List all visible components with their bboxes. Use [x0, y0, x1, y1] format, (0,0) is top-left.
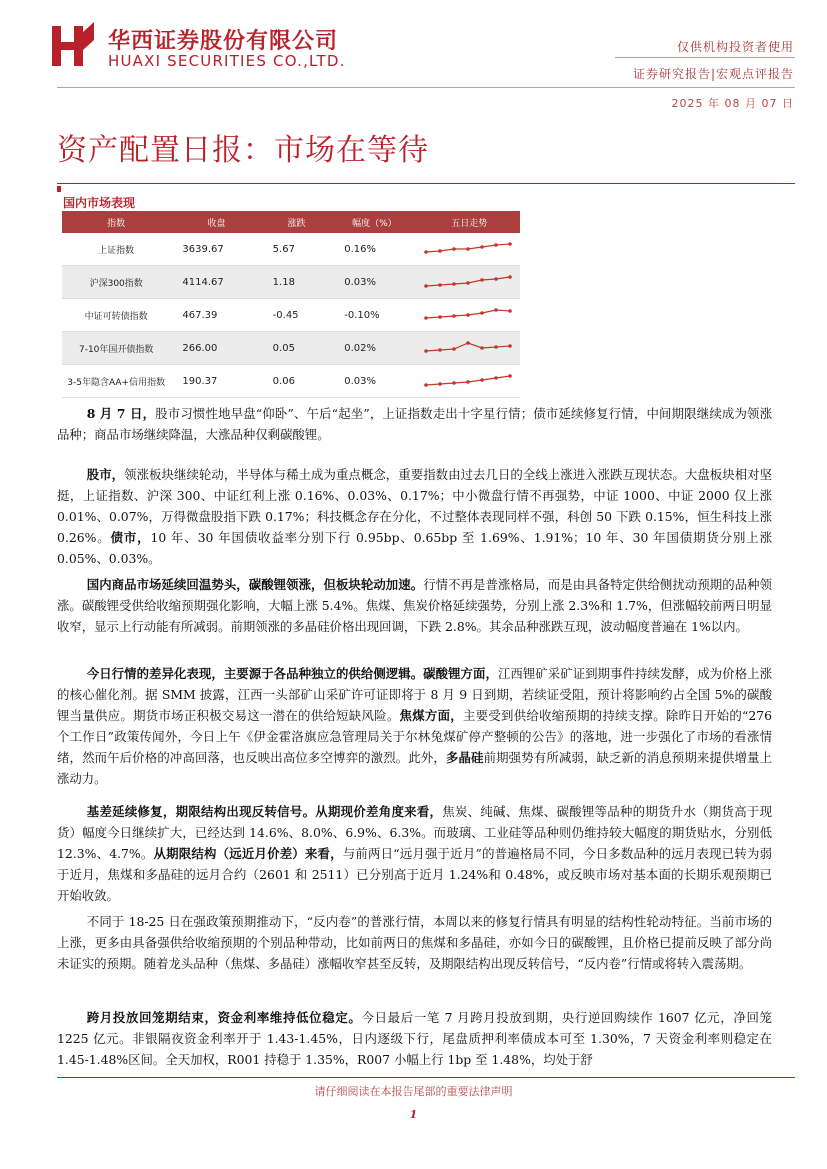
pct-value: 0.03% — [330, 365, 418, 398]
trend-point — [480, 311, 484, 315]
text-run: 行情不再是普涨格局，而是由具备特定供给侧扰动预期的品种领涨。碳酸锂受供给收缩预期强化影响，大幅上涨 5.4%。焦煤、焦炭价格延续强势，分别上涨 2.3%和 1.7%，但涨幅较前两日明显收窄，显示上行动能有所减弱。前期领涨的多晶硅价格出现回调，下跌 2.8%。其余品种涨跌互现，波动幅度普遍在 1%以内。 — [57, 577, 773, 634]
five-day-trend — [419, 266, 520, 299]
index-name: 上证指数 — [62, 233, 170, 266]
pct-value: 0.03% — [330, 266, 418, 299]
change-value: 5.67 — [263, 233, 331, 266]
trend-point — [480, 346, 484, 350]
trend-point — [494, 277, 498, 281]
trend-point — [438, 283, 442, 287]
pct-value: 0.02% — [330, 332, 418, 365]
text-run: 与前两日“远月强于近月”的普遍格局不同，今日多数品种的远月表现已转为弱于近月，焦煤和多晶硅的远月合约（2601 和 2511）已分别高于近月 1.24%和 0.48%，或反映市场对基本面的长期乐观预期已开始收敛。 — [57, 846, 773, 903]
col-header-close: 收盘 — [170, 211, 262, 233]
table-row — [62, 266, 520, 299]
close-value: 4114.67 — [170, 266, 262, 299]
text-run: 江西锂矿采矿证到期事件持续发酵，成为价格上涨的核心催化剂。据 SMM 披露，江西一头部矿山采矿许可证即将于 8 月 9 日到期，若续证受阻，预计将影响约占全国 5%的碳酸锂当量供应。期货市场正积极交易这一潜在的供给短缺风险。 — [57, 666, 773, 723]
bold-run: 8 月 7 日， — [86, 406, 156, 421]
company-name-en: HUAXI SECURITIES CO.,LTD. — [108, 52, 346, 70]
trend-point — [508, 242, 512, 246]
close-value: 266.00 — [170, 332, 262, 365]
five-day-trend — [419, 365, 520, 398]
trend-sparkline — [420, 271, 516, 291]
footer-divider — [57, 1077, 795, 1078]
five-day-trend — [419, 332, 520, 365]
trend-point — [424, 349, 428, 353]
company-name-cn: 华西证券股份有限公司 — [108, 28, 339, 54]
trend-point — [452, 247, 456, 251]
change-value: 0.05 — [263, 332, 331, 365]
col-header-change: 涨跌 — [263, 211, 331, 233]
index-name: 7-10年国开债指数 — [62, 332, 170, 365]
table-row — [62, 233, 520, 266]
trend-point — [466, 341, 470, 345]
footer-disclaimer: 请仔细阅读在本报告尾部的重要法律声明 — [314, 1085, 513, 1098]
bold-run: 今日行情的差异化表现，主要源于各品种独立的供给侧逻辑。碳酸锂方面， — [86, 666, 498, 681]
five-day-trend — [419, 233, 520, 266]
title-divider — [57, 183, 795, 184]
col-header-index: 指数 — [62, 211, 170, 233]
bold-run: 债市， — [110, 530, 151, 545]
bold-run: 焦煤方面， — [399, 708, 463, 723]
trend-point — [424, 250, 428, 254]
trend-point — [480, 245, 484, 249]
trend-point — [508, 275, 512, 279]
trend-point — [466, 247, 470, 251]
market-table-header — [62, 211, 520, 233]
col-header-pct: 幅度（%） — [330, 211, 418, 233]
trend-point — [424, 284, 428, 288]
trend-point — [494, 376, 498, 380]
body-paragraph — [57, 574, 772, 637]
trend-point — [466, 281, 470, 285]
index-name: 中证可转债指数 — [62, 299, 170, 332]
trend-point — [494, 345, 498, 349]
body-paragraph — [57, 464, 772, 569]
header-divider — [57, 87, 795, 88]
trend-sparkline — [420, 238, 516, 258]
trend-point — [466, 380, 470, 384]
trend-point — [424, 383, 428, 387]
section-marker — [57, 186, 61, 192]
body-paragraph — [57, 911, 772, 974]
pct-value: -0.10% — [330, 299, 418, 332]
change-value: 0.06 — [263, 365, 331, 398]
body-paragraph — [57, 801, 772, 906]
text-run: 10 年、30 年国债收益率分别下行 0.95bp、0.65bp 至 1.69%、1.91%；10 年、30 年国债期货分别上涨 0.05%、0.03%。 — [57, 530, 772, 566]
market-table — [62, 211, 520, 398]
trend-point — [452, 314, 456, 318]
trend-point — [480, 278, 484, 282]
trend-point — [424, 316, 428, 320]
change-value: 1.18 — [263, 266, 331, 299]
bold-run: 从期限结构（远近月价差）来看， — [153, 846, 343, 861]
trend-point — [452, 381, 456, 385]
bold-run: 多晶硅 — [445, 750, 484, 765]
trend-point — [452, 347, 456, 351]
page-title: 资产配置日报：市场在等待 — [57, 133, 429, 168]
text-run: 焦炭、纯碱、焦煤、碳酸锂等品种的期货升水（期货高于现货）幅度今日继续扩大，已经达到 14.6%、8.0%、6.9%、6.3%。而玻璃、工业硅等品种则仍维持较大幅度的期货贴水，分别低 12.3%、4.7%。 — [57, 804, 773, 861]
index-name: 3-5年隐含AA+信用指数 — [62, 365, 170, 398]
trend-point — [438, 348, 442, 352]
text-run: 前期强势有所减弱，缺乏新的消息预期来提供增量上涨动力。 — [57, 750, 773, 786]
header-divider-right — [615, 57, 795, 58]
text-run: 今日最后一笔 7 月跨月投放到期，央行逆回购续作 1607 亿元，净回笼 1225 亿元。非银隔夜资金利率开于 1.43-1.45%，日内逐级下行，尾盘质押利率债成本可至 1.30%，7 天资金利率则稳定在 1.45-1.48%区间。全天加权，R001 持稳于 1.35%，R007 小幅上行 1bp 至 1.48%，均处于舒 — [57, 1010, 772, 1067]
change-value: -0.45 — [263, 299, 331, 332]
trend-point — [438, 382, 442, 386]
col-header-trend: 五日走势 — [419, 211, 520, 233]
table-row — [62, 299, 520, 332]
trend-point — [508, 309, 512, 313]
trend-sparkline — [420, 337, 516, 357]
text-run: 领涨板块继续轮动，半导体与稀土成为重点概念，重要指数由过去几日的全线上涨进入涨跌互现状态。大盘板块相对坚挺，上证指数、沪深 300、中证红利上涨 0.16%、0.03%、0.17%；中小微盘行情不再强势，中证 1000、中证 2000 仅上涨 0.01%、0.07%，万得微盘股指下跌 0.17%；科技概念存在分化，不过整体表现同样不强，科创 50 下跌 0.15%，恒生科技上涨 0.26%。 — [57, 467, 773, 545]
trend-point — [494, 243, 498, 247]
trend-point — [438, 249, 442, 253]
bold-run: 基差延续修复，期限结构出现反转信号。从期现价差角度来看， — [86, 804, 443, 819]
trend-point — [452, 282, 456, 286]
trend-sparkline — [420, 304, 516, 324]
body-paragraph — [57, 663, 772, 789]
five-day-trend — [419, 299, 520, 332]
index-name: 沪深300指数 — [62, 266, 170, 299]
bold-run: 国内商品市场延续回温势头，碳酸锂领涨，但板块轮动加速。 — [86, 577, 424, 592]
close-value: 467.39 — [170, 299, 262, 332]
bold-run: 股市， — [86, 467, 125, 482]
trend-point — [438, 315, 442, 319]
body-paragraph — [57, 403, 772, 445]
body-paragraph — [57, 1007, 772, 1070]
table-row — [62, 365, 520, 398]
trend-point — [466, 313, 470, 317]
pct-value: 0.16% — [330, 233, 418, 266]
market-section-label: 国内市场表现 — [63, 196, 136, 210]
text-run: 主要受到供给收缩预期的持续支撑。除昨日开始的“276 个工作日”政策传闻外，今日上午《伊金霍洛旗应急管理局关于尔林兔煤矿停产整顿的公告》的落地，进一步强化了市场的看涨情绪，然而午后价格的冲高回落，也反映出高位多空博弈的激烈。此外， — [57, 708, 773, 765]
trend-point — [508, 344, 512, 348]
trend-point — [508, 374, 512, 378]
table-row — [62, 332, 520, 365]
trend-sparkline — [420, 370, 516, 390]
close-value: 190.37 — [170, 365, 262, 398]
usage-note: 仅供机构投资者使用 — [676, 40, 794, 54]
trend-point — [494, 308, 498, 312]
text-run: 股市习惯性地早盘“仰卧”、午后“起坐”，上证指数走出十字星行情；债市延续修复行情，中间期限继续成为领涨品种；商品市场继续降温，大涨品种仅剩碳酸锂。 — [57, 406, 772, 442]
text-run: 不同于 18-25 日在强政策预期推动下，“反内卷”的普涨行情，本周以来的修复行情具有明显的结构性轮动特征。当前市场的上涨，更多由具备强供给收缩预期的个别品种带动，比如前两日的焦煤和多晶硅，亦如今日的碳酸锂，且价格已提前反映了部分尚未证实的预期。随着龙头品种（焦煤、多晶硅）涨幅收窄甚至反转，及期限结构出现反转信号，“反内卷”行情或将转入震荡期。 — [57, 914, 772, 971]
bold-run: 跨月投放回笼期结束，资金利率维持低位稳定。 — [86, 1010, 362, 1025]
huaxi-logo-icon — [52, 22, 94, 68]
trend-point — [480, 378, 484, 382]
page-number: 1 — [409, 1108, 418, 1121]
report-type: 证券研究报告|宏观点评报告 — [632, 67, 794, 81]
report-date: 2025 年 08 月 07 日 — [671, 97, 794, 110]
close-value: 3639.67 — [170, 233, 262, 266]
